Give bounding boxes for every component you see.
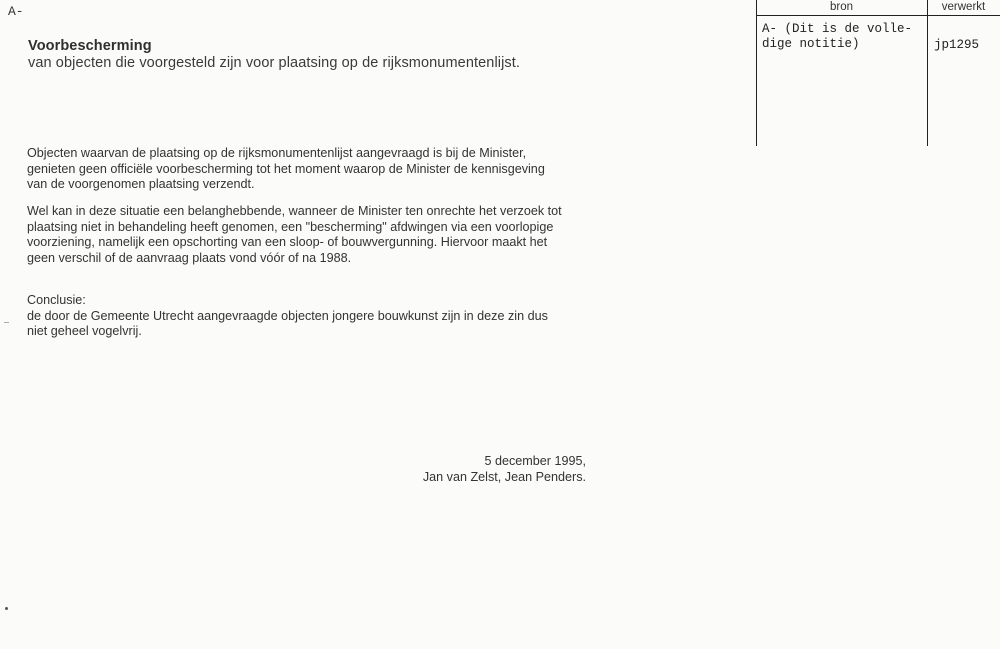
text-line: niet geheel vogelvrij. [27, 324, 142, 339]
text-line: plaatsing niet in behandeling heeft genomen, een "bescherming" afdwingen via een voorlopige [27, 219, 554, 234]
source-box-verwerkt-column [927, 0, 1000, 146]
paragraph-conclusion [27, 293, 607, 340]
signature-date: 5 december 1995, [484, 454, 586, 468]
text-line: Wel kan in deze situatie een belanghebbende, wanneer de Minister ten onrechte het verzoek tot [27, 204, 562, 218]
verwerkt-value: jp1295 [934, 38, 980, 52]
text-line: Objecten waarvan de plaatsing op de rijksmonumentenlijst aangevraagd is bij de Minister, [27, 146, 527, 160]
margin-dot-mark [5, 607, 8, 610]
margin-tick-mark [4, 322, 9, 323]
text-line: geen verschil of de aanvraag plaats vond vóór of na 1988. [27, 250, 352, 265]
bron-value [762, 22, 912, 52]
source-box [756, 0, 1000, 146]
document-title: Voorbescherming [28, 38, 152, 54]
signature-authors: Jan van Zelst, Jean Penders. [422, 469, 586, 484]
source-box-header-divider [756, 15, 1000, 16]
bron-value-line: A- (Dit is de volle- [762, 22, 913, 36]
paragraph-interim-relief [27, 204, 607, 266]
conclusion-heading: Conclusie: [27, 293, 86, 307]
text-line: de door de Gemeente Utrecht aangevraagde objecten jongere bouwkunst zijn in deze zin dus [27, 308, 548, 323]
corner-reference-mark: A- [8, 4, 24, 19]
text-line: van de voorgenomen plaatsing verzendt. [27, 177, 255, 192]
signature-block [423, 454, 586, 485]
paragraph-preprotection [27, 146, 607, 193]
text-line: genieten geen officiële voorbescherming tot het moment waarop de Minister de kennisgeving [27, 161, 545, 176]
bron-value-line: dige notitie) [762, 37, 860, 51]
bron-label: bron [829, 1, 854, 13]
verwerkt-label: verwerkt [941, 1, 986, 13]
document-subtitle: van objecten die voorgesteld zijn voor plaatsing op de rijksmonumentenlijst. [28, 55, 521, 71]
text-line: voorziening, namelijk een opschorting van een sloop- of bouwvergunning. Hiervoor maakt het [27, 235, 548, 250]
